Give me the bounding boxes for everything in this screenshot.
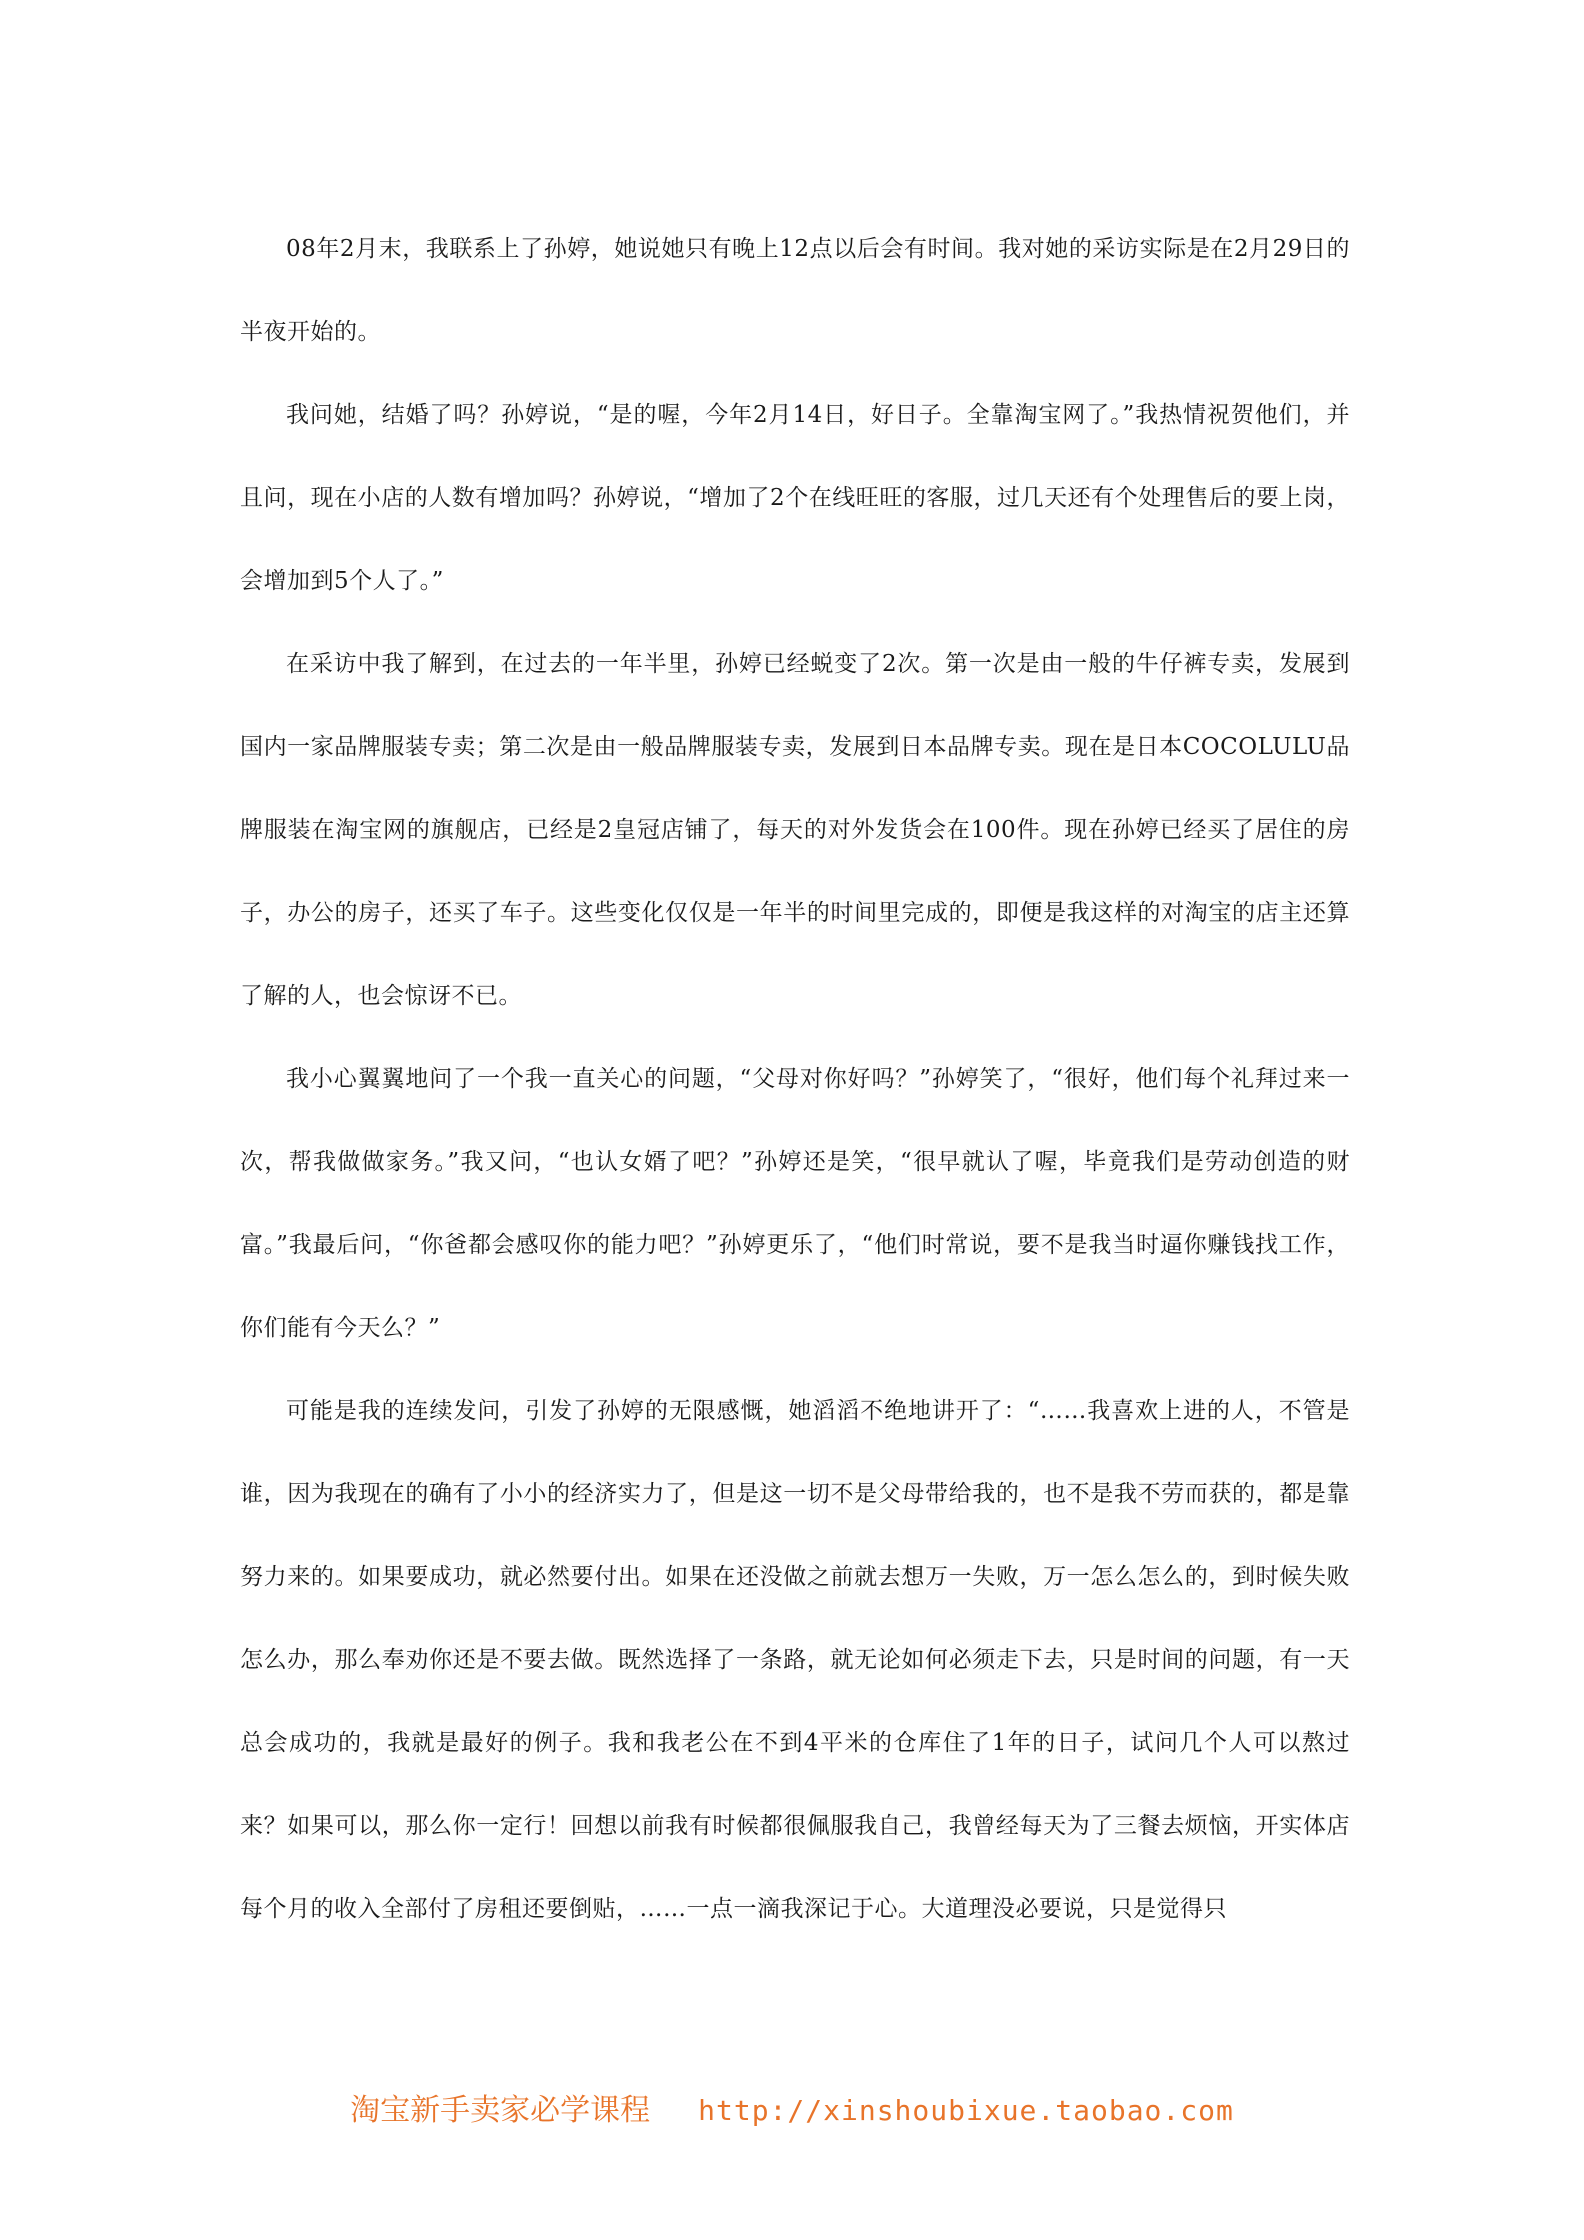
footer-course-title: 淘宝新手卖家必学课程	[350, 2093, 651, 2128]
paragraph-1: 08年2月末，我联系上了孙婷，她说她只有晚上12点以后会有时间。我对她的采访实际是在2月29日的半夜开始的。	[240, 236, 1350, 345]
page-footer	[0, 2085, 1584, 2129]
footer-url-link[interactable]: http://xinshoubixue.taobao.com	[698, 2094, 1234, 2127]
paragraph-2: 我问她，结婚了吗？孙婷说，“是的喔，今年2月14日，好日子。全靠淘宝网了。”我热情祝贺他们，并且问，现在小店的人数有增加吗？孙婷说，“增加了2个在线旺旺的客服，过几天还有个处理售后的要上岗，会增加到5个人了。”	[240, 402, 1350, 594]
paragraph-4: 我小心翼翼地问了一个我一直关心的问题，“父母对你好吗？”孙婷笑了，“很好，他们每个礼拜过来一次，帮我做做家务。”我又问，“也认女婿了吧？”孙婷还是笑，“很早就认了喔，毕竟我们是劳动创造的财富。”我最后问，“你爸都会感叹你的能力吧？”孙婷更乐了，“他们时常说，要不是我当时逼你赚钱找工作，你们能有今天么？”	[240, 1066, 1350, 1341]
paragraph-5: 可能是我的连续发问，引发了孙婷的无限感慨，她滔滔不绝地讲开了：“……我喜欢上进的人，不管是谁，因为我现在的确有了小小的经济实力了，但是这一切不是父母带给我的，也不是我不劳而获的，都是靠努力来的。如果要成功，就必然要付出。如果在还没做之前就去想万一失败，万一怎么怎么的，到时候失败怎么办，那么奉劝你还是不要去做。既然选择了一条路，就无论如何必须走下去，只是时间的问题，有一天总会成功的，我就是最好的例子。我和我老公在不到4平米的仓库住了1年的日子，试问几个人可以熬过来？如果可以，那么你一定行！回想以前我有时候都很佩服我自己，我曾经每天为了三餐去烦恼，开实体店每个月的收入全部付了房租还要倒贴，……一点一滴我深记于心。大道理没必要说，只是觉得只	[240, 1398, 1350, 1922]
paragraph-3: 在采访中我了解到，在过去的一年半里，孙婷已经蜕变了2次。第一次是由一般的牛仔裤专卖，发展到国内一家品牌服装专卖；第二次是由一般品牌服装专卖，发展到日本品牌专卖。现在是日本COCOLULU品牌服装在淘宝网的旗舰店，已经是2皇冠店铺了，每天的对外发货会在100件。现在孙婷已经买了居住的房子，办公的房子，还买了车子。这些变化仅仅是一年半的时间里完成的，即便是我这样的对淘宝的店主还算了解的人，也会惊讶不已。	[240, 651, 1350, 1009]
article-body	[240, 208, 1350, 1951]
